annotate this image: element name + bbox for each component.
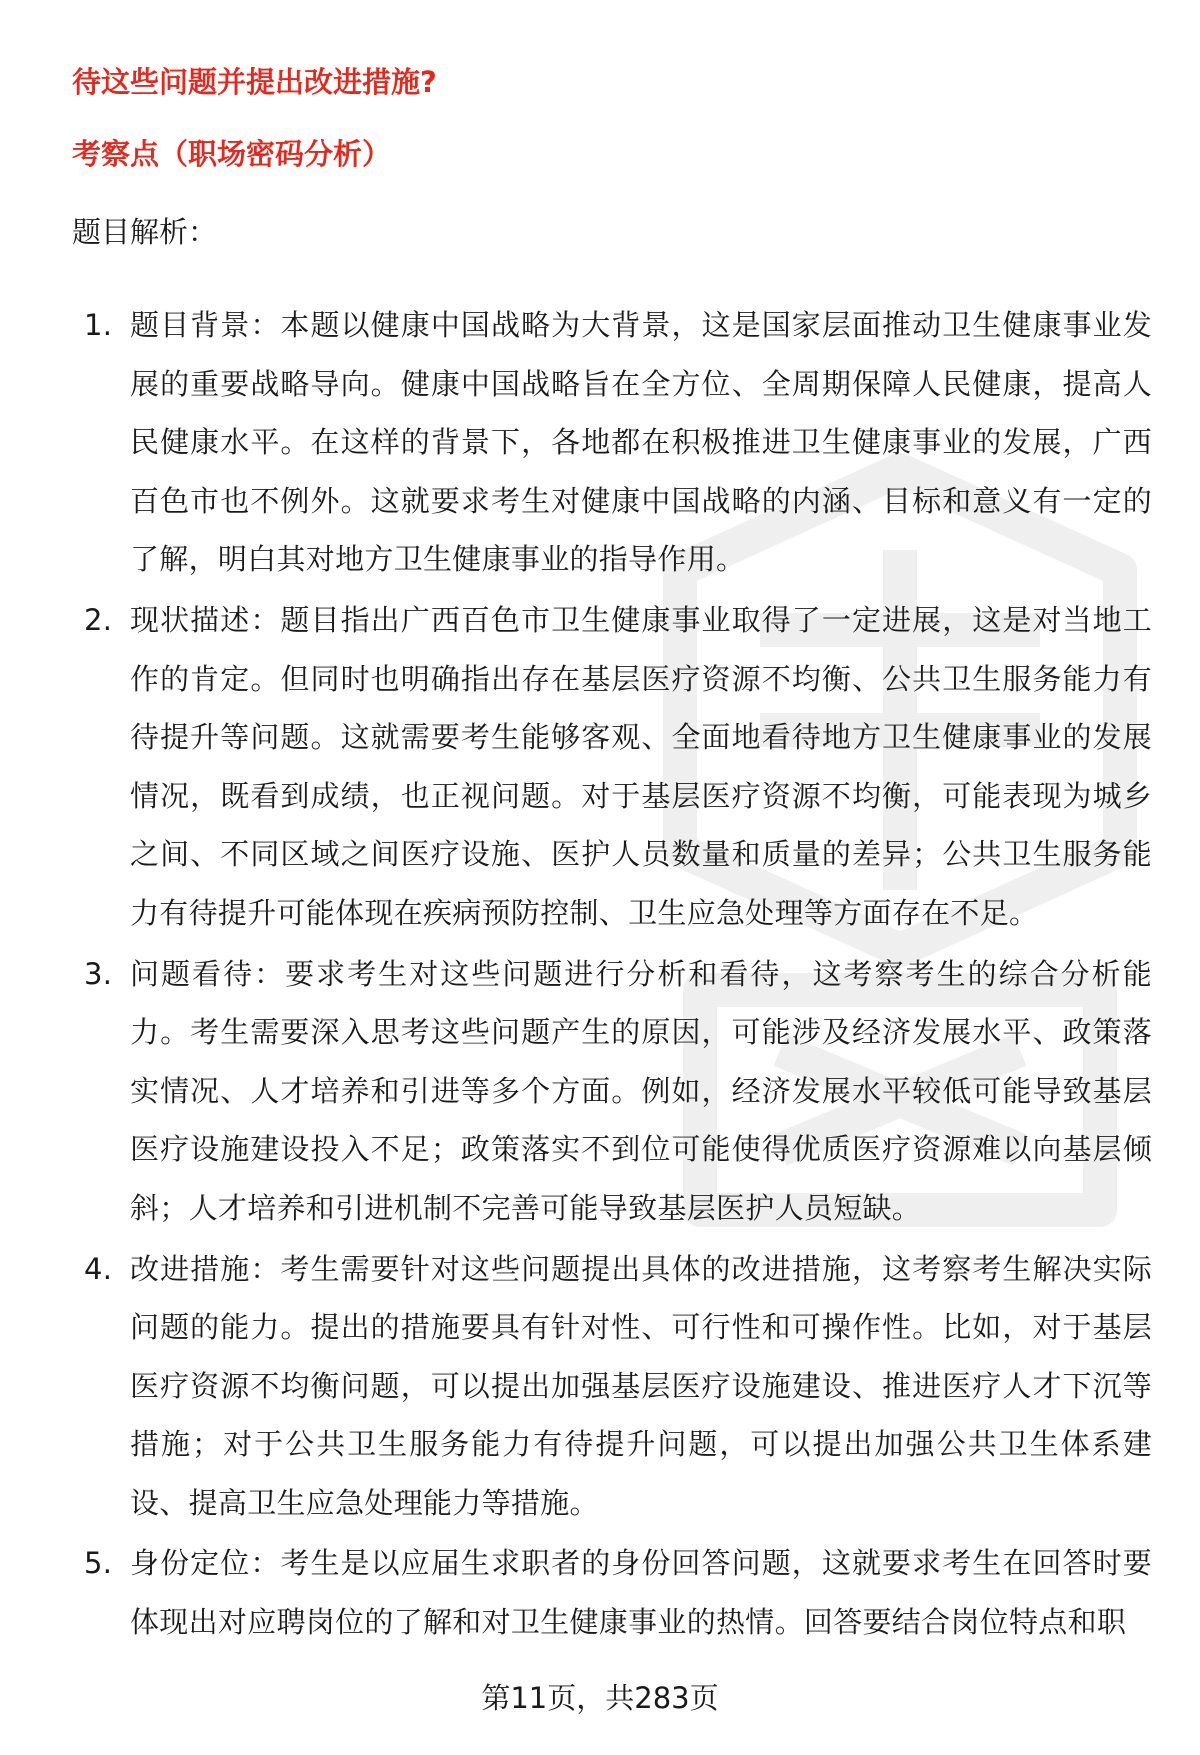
page-number-footer: 第11页，共283页: [481, 1681, 719, 1715]
exam-point-heading: 考察点（职场密码分析）: [72, 137, 392, 171]
list-item-number: 5.: [84, 1546, 113, 1581]
list-item: [72, 296, 1152, 589]
list-item: [72, 1534, 1152, 1651]
list-item-number: 1.: [84, 308, 113, 342]
list-item-text: 题目背景：本题以健康中国战略为大背景，这是国家层面推动卫生健康事业发展的重要战略导向。健康中国战略旨在全方位、全周期保障人民健康，提高人民健康水平。在这样的背景下，各地都在积极推进卫生健康事业的发展，广西百色市也不例外。这就要求考生对健康中国战略的内涵、目标和意义有一定的了解，明白其对地方卫生健康事业的指导作用。: [130, 308, 1152, 577]
list-item-number: 2.: [84, 602, 113, 637]
list-item: [72, 945, 1152, 1238]
continued-question-heading: 待这些问题并提出改进措施?: [72, 65, 437, 99]
list-item: [72, 1240, 1152, 1533]
list-item-text: 问题看待：要求考生对这些问题进行分析和看待，这考察考生的综合分析能力。考生需要深入思考这些问题产生的原因，可能涉及经济发展水平、政策落实情况、人才培养和引进等多个方面。例如，经济发展水平较低可能导致基层医疗设施建设投入不足；政策落实不到位可能使得优质医疗资源难以向基层倾斜；人才培养和引进机制不完善可能导致基层医护人员短缺。: [130, 956, 1152, 1225]
list-item-text: 现状描述：题目指出广西百色市卫生健康事业取得了一定进展，这是对当地工作的肯定。但同时也明确指出存在基层医疗资源不均衡、公共卫生服务能力有待提升等问题。这就需要考生能够客观、全面地看待地方卫生健康事业的发展情况，既看到成绩，也正视问题。对于基层医疗资源不均衡，可能表现为城乡之间、不同区域之间医疗设施、医护人员数量和质量的差异；公共卫生服务能力有待提升可能体现在疾病预防控制、卫生应急处理等方面存在不足。: [130, 602, 1152, 930]
list-item: [72, 591, 1152, 943]
analysis-intro-label: 题目解析：: [72, 215, 218, 249]
list-item-text: 身份定位：考生是以应届生求职者的身份回答问题，这就要求考生在回答时要体现出对应聘岗位的了解和对卫生健康事业的热情。回答要结合岗位特点和职: [130, 1546, 1152, 1640]
analysis-list: [72, 296, 1152, 1654]
list-item-number: 4.: [84, 1251, 113, 1286]
list-item-text: 改进措施：考生需要针对这些问题提出具体的改进措施，这考察考生解决实际问题的能力。提出的措施要具有针对性、可行性和可操作性。比如，对于基层医疗资源不均衡问题，可以提出加强基层医疗设施建设、推进医疗人才下沉等措施；对于公共卫生服务能力有待提升问题，可以提出加强公共卫生体系建设、提高卫生应急处理能力等措施。: [130, 1251, 1152, 1520]
list-item-number: 3.: [84, 956, 113, 991]
